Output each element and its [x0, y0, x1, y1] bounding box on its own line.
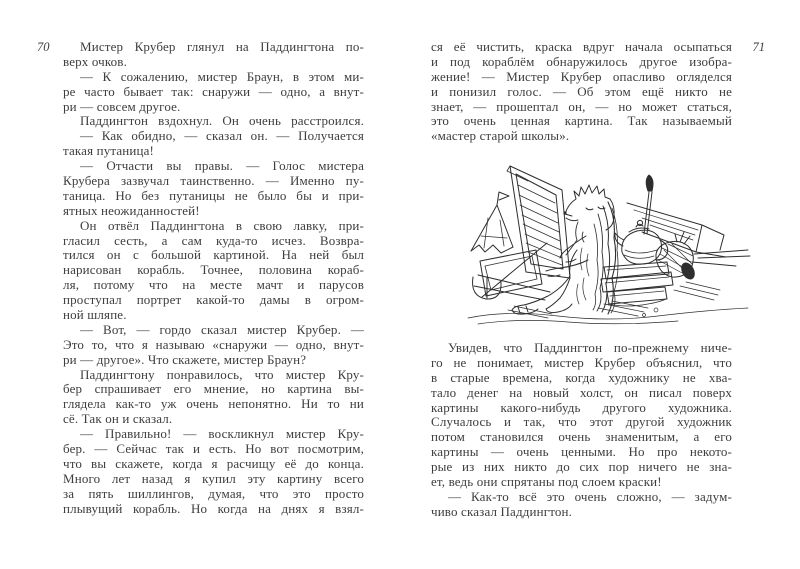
- text-line: ет, ведь они спрятаны под слоем краски!: [431, 474, 662, 490]
- text-line: потом становился очень знаменитым, а его: [431, 429, 732, 445]
- text-line: глядела как-то уж очень непонятно. Ни то ни: [63, 396, 364, 412]
- text-line: ятных неожиданностей!: [63, 202, 200, 218]
- text-line: — Вот, — гордо сказал мистер Крубер. —: [80, 321, 364, 337]
- text-line: — Отчасти вы правы. — Голос мистера: [80, 158, 364, 174]
- picture-frame-sketch: [507, 166, 570, 278]
- text-line: — Правильно! — воскликнул мистер Кру-: [80, 426, 364, 442]
- text-line: что вы скажете, когда я расчищу её до конца.: [63, 455, 364, 471]
- text-line: в старые времена, когда художнику не хва-: [431, 369, 732, 385]
- text-line: и понизил голос. — Об этом ещё никто не: [431, 83, 732, 99]
- text-line: тился он с большой картиной. На ней был: [63, 247, 364, 263]
- text-line: за пять шиллингов, думая, что это просто: [63, 485, 364, 501]
- text-line: таница. Но без путаницы не было бы и при-: [63, 187, 364, 203]
- text-line: Паддингтону понравилось, что мистер Кру-: [80, 366, 364, 382]
- text-line: тало денег на новый холст, он писал поверх: [431, 384, 732, 400]
- text-line: такая путаница!: [63, 143, 155, 159]
- page-number-left: 70: [37, 40, 50, 54]
- right-page-bottom-text-column: [431, 341, 732, 520]
- text-line: это очень ценная картина. Так называемый: [431, 113, 732, 129]
- text-line: сё. Так он и сказал.: [63, 411, 173, 427]
- text-line: картины — очень ценными. Но про некото-: [431, 444, 732, 460]
- text-line: Мистер Крубер глянул на Паддингтона по-: [80, 39, 364, 54]
- text-line: Случалось и так, что этот другой художник: [431, 414, 732, 430]
- text-line: верх очков.: [63, 53, 127, 69]
- text-line: ре часто бывает так: снаружи — одно, а внут-: [63, 83, 364, 99]
- text-line: бер. — Сейчас так и есть. Но вот посмотрим,: [63, 441, 364, 457]
- paddington-illustration: [448, 158, 770, 330]
- text-line: Крубера зазвучал таинственно. — Именно пу-: [63, 173, 364, 189]
- text-line: гласил сесть, а сам куда-то исчез. Возвра-: [63, 232, 364, 248]
- paddington-bear-sketch: [512, 185, 618, 314]
- text-line: ри — совсем другое.: [63, 98, 181, 114]
- text-line: бер спрашивает его мнение, но картина вы-: [63, 381, 364, 397]
- text-line: — Как-то всё это очень сложно, — задум-: [448, 488, 732, 504]
- text-line: жение! — Мистер Крубер опасливо огляделся: [431, 68, 732, 84]
- text-line: знает, — прошептал он, — но может статься,: [431, 98, 732, 114]
- text-line: и под кораблём обнаружилось другое изобра-: [431, 53, 732, 69]
- text-line: картины какого-нибудь другого художника.: [431, 399, 732, 415]
- text-line: — К сожалению, мистер Браун, в этом ми-: [80, 68, 364, 84]
- text-line: Паддингтон вздохнул. Он очень расстроился.: [80, 113, 364, 129]
- book-stack-sketch: [601, 262, 673, 306]
- brush-stick-sketch: [644, 175, 653, 234]
- teapot-sketch: [615, 220, 668, 264]
- right-page-top-text-column: [431, 40, 732, 144]
- text-line: чиво сказал Паддингтон.: [431, 503, 573, 519]
- ground-sketch: [468, 282, 748, 324]
- text-line: Он отвёл Паддингтона в свою лавку, при-: [80, 217, 364, 233]
- text-line: Увидев, что Паддингтон по-прежнему ниче-: [448, 340, 732, 355]
- text-line: рые из них никто до сих пор ничего не зна-: [431, 459, 732, 475]
- text-line: Много лет назад я купил эту картину всего: [63, 470, 364, 486]
- text-line: ри — другое». Что скажете, мистер Браун?: [63, 351, 307, 367]
- text-line: — Как обидно, — сказал он. — Получается: [80, 128, 364, 144]
- easel-tent-sketch: [471, 192, 513, 253]
- text-line: Это то, что я называю «снаружи — одно, внут-: [63, 336, 364, 352]
- text-line: проступал портрет какой-то дамы в огром-: [63, 292, 364, 308]
- text-line: плывущий корабль. Но когда на днях я взял-: [63, 500, 364, 516]
- text-line: «мастер старой школы».: [431, 128, 570, 144]
- page-number-right: 71: [752, 40, 765, 54]
- text-line: ся её чистить, краска вдруг начала осыпаться: [431, 39, 732, 54]
- text-line: ля, потому что на месте мачт и парусов: [63, 277, 364, 293]
- text-line: го не понимает, мистер Крубер объяснил, что: [431, 354, 732, 370]
- text-line: ной шляпе.: [63, 307, 127, 323]
- text-line: нарисован корабль. Точнее, половина кораб-: [63, 262, 364, 278]
